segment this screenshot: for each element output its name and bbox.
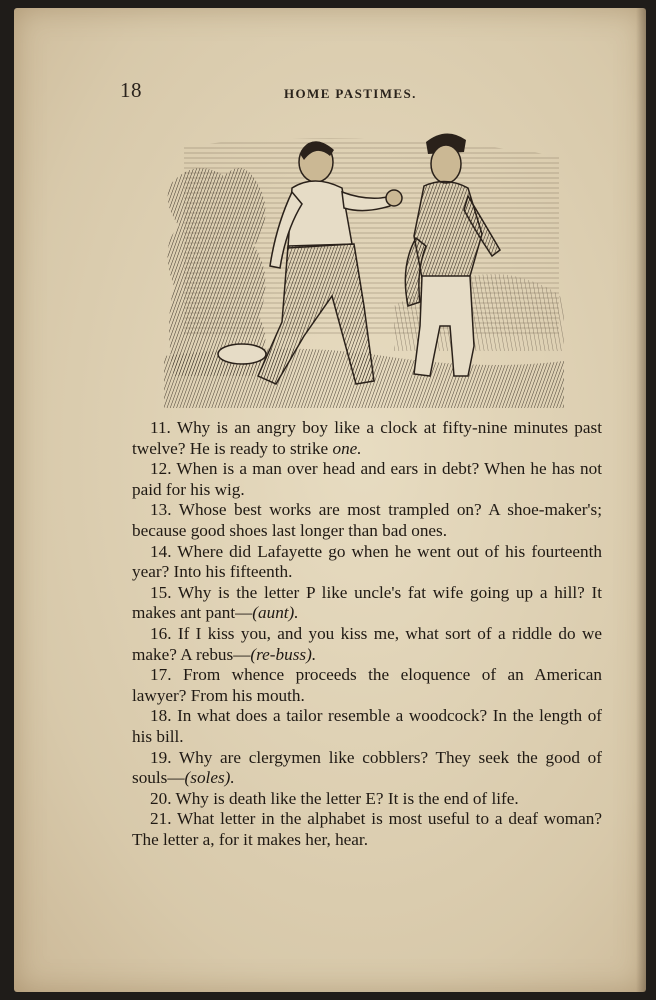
riddle-20: 20. Why is death like the letter E? It is the end of life. <box>150 788 519 808</box>
page-spine-shadow <box>636 8 646 992</box>
page-number: 18 <box>120 78 142 102</box>
riddle-15: 15. Why is the letter P like uncle's fat wife going up a hill? It makes ant pant—(aunt). <box>132 582 602 623</box>
riddle-19: 19. Why are clergymen like cobblers? They seek the good of souls—(soles). <box>132 747 602 788</box>
riddle-17: 17. From whence proceeds the eloquence of an American lawyer? From his mouth. <box>132 665 603 705</box>
riddle-list <box>132 418 602 850</box>
riddle-18: 18. In what does a tailor resemble a woodcock? In the length of his bill. <box>132 706 603 746</box>
riddle-12: 12. When is a man over head and ears in debt? When he has not paid for his wig. <box>132 459 602 499</box>
running-title: HOME PASTIMES. <box>284 86 417 101</box>
riddle-14: 14. Where did Lafayette go when he went out of his fourteenth year? Into his fifteenth. <box>132 541 602 582</box>
riddle-11: 11. Why is an angry boy like a clock at fifty-nine minutes past twelve? He is ready to strike one. <box>132 418 602 458</box>
riddle-13: 13. Whose best works are most trampled on? A shoe-maker's; because good shoes last longer than bad ones. <box>132 500 602 540</box>
riddle-16: 16. If I kiss you, and you kiss me, what sort of a riddle do we make? A rebus—(re-buss). <box>132 623 603 664</box>
riddle-21: 21. What letter in the alphabet is most useful to a deaf woman? The letter a, for it makes her, hear. <box>132 809 602 849</box>
engraving-two-boys-fighting-icon <box>164 126 569 408</box>
book-page <box>14 8 646 992</box>
